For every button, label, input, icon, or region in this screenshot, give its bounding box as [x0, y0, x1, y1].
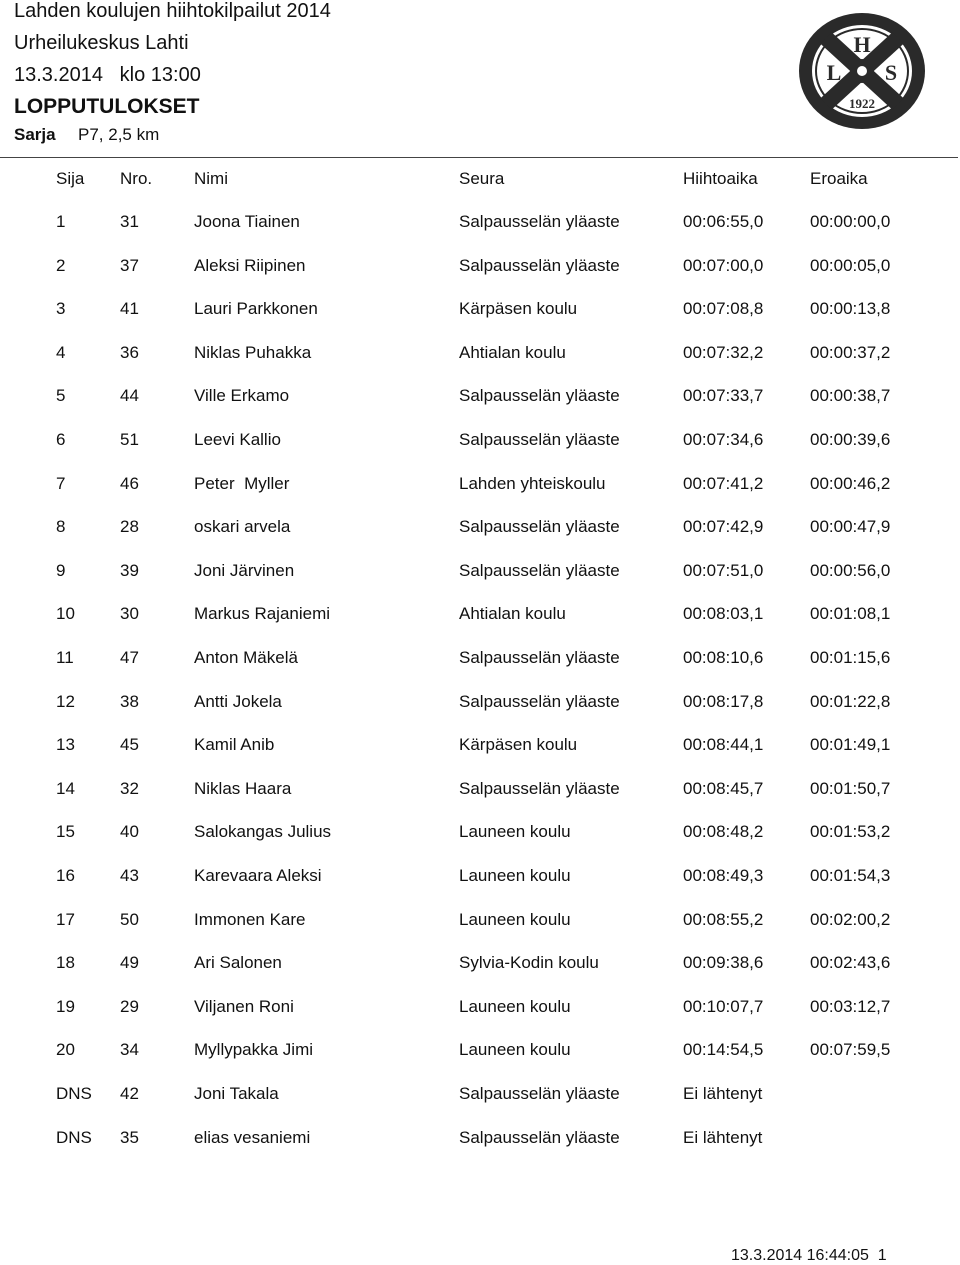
- skier-name: Joni Takala: [194, 1084, 279, 1103]
- bib-number: 49: [120, 953, 139, 972]
- bib-number: 39: [120, 561, 139, 580]
- skier-name: oskari arvela: [194, 517, 291, 536]
- club-name: Kärpäsen koulu: [459, 299, 578, 318]
- table-row: [0, 343, 960, 367]
- club-name: Salpausselän yläaste: [459, 430, 620, 449]
- time-difference: 00:00:39,6: [810, 430, 891, 449]
- table-row: [0, 256, 960, 280]
- bib-number: 45: [120, 735, 139, 754]
- club-name: Launeen koulu: [459, 910, 571, 929]
- result-place: DNS: [56, 1128, 92, 1147]
- column-header-sija: Sija: [56, 169, 85, 188]
- skier-name: Leevi Kallio: [194, 430, 281, 449]
- result-place: 17: [56, 910, 75, 929]
- result-place: 15: [56, 822, 75, 841]
- skier-name: Aleksi Riipinen: [194, 256, 306, 275]
- table-row: [0, 648, 960, 672]
- table-row: [0, 299, 960, 323]
- time-difference: 00:01:22,8: [810, 692, 891, 711]
- header-divider: [0, 157, 958, 158]
- ski-time: 00:08:48,2: [683, 822, 764, 841]
- skier-name: Salokangas Julius: [194, 822, 332, 841]
- ski-time: 00:06:55,0: [683, 212, 764, 231]
- logo-letter-l: L: [826, 60, 842, 85]
- column-header-nro: Nro.: [120, 169, 153, 188]
- ski-time: 00:08:49,3: [683, 866, 764, 885]
- result-place: 8: [56, 517, 66, 536]
- club-name: Salpausselän yläaste: [459, 561, 620, 580]
- time-difference: 00:01:53,2: [810, 822, 891, 841]
- result-place: 14: [56, 779, 75, 798]
- club-name: Salpausselän yläaste: [459, 256, 620, 275]
- time-difference: 00:07:59,5: [810, 1040, 891, 1059]
- ski-time: 00:07:34,6: [683, 430, 764, 449]
- result-place: 20: [56, 1040, 75, 1059]
- skier-name: Karevaara Aleksi: [194, 866, 322, 885]
- ski-time: 00:07:41,2: [683, 474, 764, 493]
- bib-number: 32: [120, 779, 139, 798]
- table-header-row: [0, 169, 960, 193]
- result-place: 19: [56, 997, 75, 1016]
- result-place: 11: [56, 648, 74, 667]
- skier-name: Ville Erkamo: [194, 386, 290, 405]
- table-row: [0, 910, 960, 934]
- result-place: 3: [56, 299, 66, 318]
- table-row: [0, 1128, 960, 1152]
- ski-time: 00:07:00,0: [683, 256, 764, 275]
- bib-number: 28: [120, 517, 139, 536]
- skier-name: elias vesaniemi: [194, 1128, 311, 1147]
- time-difference: 00:01:08,1: [810, 604, 891, 623]
- ski-time: 00:09:38,6: [683, 953, 764, 972]
- bib-number: 36: [120, 343, 139, 362]
- ski-time: 00:08:55,2: [683, 910, 764, 929]
- time-difference: 00:00:05,0: [810, 256, 891, 275]
- club-name: Salpausselän yläaste: [459, 648, 620, 667]
- time-difference: 00:00:38,7: [810, 386, 891, 405]
- table-row: [0, 1040, 960, 1064]
- result-place: 6: [56, 430, 66, 449]
- ski-time: 00:08:03,1: [683, 604, 764, 623]
- club-name: Sylvia-Kodin koulu: [459, 953, 599, 972]
- skier-name: Niklas Puhakka: [194, 343, 312, 362]
- table-row: [0, 822, 960, 846]
- time-difference: 00:01:49,1: [810, 735, 891, 754]
- print-timestamp: 13.3.2014 16:44:05: [731, 1247, 869, 1264]
- skier-name: Antti Jokela: [194, 692, 282, 711]
- table-row: [0, 561, 960, 585]
- bib-number: 34: [120, 1040, 139, 1059]
- ski-time: 00:07:33,7: [683, 386, 764, 405]
- club-name: Ahtialan koulu: [459, 604, 566, 623]
- time-difference: 00:01:15,6: [810, 648, 891, 667]
- club-name: Launeen koulu: [459, 822, 571, 841]
- club-name: Salpausselän yläaste: [459, 1128, 620, 1147]
- club-name: Salpausselän yläaste: [459, 1084, 620, 1103]
- club-name: Launeen koulu: [459, 1040, 571, 1059]
- table-row: [0, 866, 960, 890]
- table-row: [0, 735, 960, 759]
- bib-number: 38: [120, 692, 139, 711]
- table-row: [0, 604, 960, 628]
- bib-number: 43: [120, 866, 139, 885]
- skier-name: Immonen Kare: [194, 910, 306, 929]
- time-difference: 00:02:00,2: [810, 910, 891, 929]
- time-difference: 00:02:43,6: [810, 953, 891, 972]
- ski-time: 00:07:32,2: [683, 343, 764, 362]
- result-place: 13: [56, 735, 75, 754]
- ski-time: 00:08:44,1: [683, 735, 764, 754]
- series-label: Sarja: [14, 125, 56, 144]
- ski-time: 00:07:08,8: [683, 299, 764, 318]
- club-name: Launeen koulu: [459, 866, 571, 885]
- ski-time: 00:08:45,7: [683, 779, 764, 798]
- time-difference: 00:01:54,3: [810, 866, 891, 885]
- series-value: P7, 2,5 km: [78, 125, 160, 144]
- ski-time: 00:07:51,0: [683, 561, 764, 580]
- result-place: 5: [56, 386, 66, 405]
- club-name: Salpausselän yläaste: [459, 779, 620, 798]
- skier-name: Ari Salonen: [194, 953, 282, 972]
- club-name: Launeen koulu: [459, 997, 571, 1016]
- result-place: 16: [56, 866, 75, 885]
- skier-name: Myllypakka Jimi: [194, 1040, 314, 1059]
- venue: Urheilukeskus Lahti: [14, 32, 189, 54]
- bib-number: 40: [120, 822, 139, 841]
- bib-number: 44: [120, 386, 139, 405]
- column-header-eroaika: Eroaika: [810, 169, 868, 188]
- skier-name: Niklas Haara: [194, 779, 292, 798]
- table-row: [0, 953, 960, 977]
- table-row: [0, 474, 960, 498]
- table-row: [0, 779, 960, 803]
- result-place: 9: [56, 561, 66, 580]
- event-title: Lahden koulujen hiihtokilpailut 2014: [14, 0, 331, 22]
- page-number: 1: [877, 1247, 887, 1264]
- time-difference: 00:00:46,2: [810, 474, 891, 493]
- time-difference: 00:00:00,0: [810, 212, 891, 231]
- club-name: Salpausselän yläaste: [459, 386, 620, 405]
- ski-time: 00:08:10,6: [683, 648, 764, 667]
- club-name: Salpausselän yläaste: [459, 212, 620, 231]
- club-name: Salpausselän yläaste: [459, 692, 620, 711]
- bib-number: 50: [120, 910, 139, 929]
- ski-time: Ei lähtenyt: [683, 1084, 763, 1103]
- column-header-seura: Seura: [459, 169, 505, 188]
- time-difference: 00:03:12,7: [810, 997, 891, 1016]
- club-name: Salpausselän yläaste: [459, 517, 620, 536]
- event-datetime: 13.3.2014 klo 13:00: [14, 64, 201, 86]
- table-row: [0, 517, 960, 541]
- bib-number: 41: [120, 299, 139, 318]
- result-place: 10: [56, 604, 75, 623]
- skier-name: Joona Tiainen: [194, 212, 300, 231]
- logo-year: 1922: [849, 96, 875, 111]
- result-place: 7: [56, 474, 66, 493]
- skier-name: Viljanen Roni: [194, 997, 294, 1016]
- table-row: [0, 692, 960, 716]
- table-row: [0, 386, 960, 410]
- bib-number: 42: [120, 1084, 139, 1103]
- result-place: 12: [56, 692, 75, 711]
- logo-letter-s: S: [884, 60, 898, 85]
- bib-number: 51: [120, 430, 139, 449]
- ski-time: 00:14:54,5: [683, 1040, 764, 1059]
- skier-name: Kamil Anib: [194, 735, 275, 754]
- bib-number: 30: [120, 604, 139, 623]
- result-place: 4: [56, 343, 66, 362]
- ski-time: 00:10:07,7: [683, 997, 764, 1016]
- table-row: [0, 1084, 960, 1108]
- club-logo: [794, 8, 930, 134]
- page-footer: [731, 1247, 887, 1265]
- table-row: [0, 997, 960, 1021]
- club-name: Kärpäsen koulu: [459, 735, 578, 754]
- result-place: 18: [56, 953, 75, 972]
- table-row: [0, 212, 960, 236]
- column-header-hiihtoaika: Hiihtoaika: [683, 169, 758, 188]
- bib-number: 29: [120, 997, 139, 1016]
- ski-time: Ei lähtenyt: [683, 1128, 763, 1147]
- bib-number: 47: [120, 648, 139, 667]
- skier-name: Lauri Parkkonen: [194, 299, 318, 318]
- club-name: Lahden yhteiskoulu: [459, 474, 606, 493]
- logo-letter-h: H: [853, 32, 871, 57]
- skier-name: Anton Mäkelä: [194, 648, 298, 667]
- column-header-nimi: Nimi: [194, 169, 228, 188]
- bib-number: 31: [120, 212, 139, 231]
- result-place: 2: [56, 256, 66, 275]
- skier-name: Peter Myller: [194, 474, 290, 493]
- series-line: [14, 125, 159, 145]
- results-heading: LOPPUTULOKSET: [14, 95, 200, 118]
- bib-number: 37: [120, 256, 139, 275]
- result-place: 1: [56, 212, 66, 231]
- result-place: DNS: [56, 1084, 92, 1103]
- skier-name: Markus Rajaniemi: [194, 604, 331, 623]
- bib-number: 46: [120, 474, 139, 493]
- time-difference: 00:00:37,2: [810, 343, 891, 362]
- club-name: Ahtialan koulu: [459, 343, 566, 362]
- bib-number: 35: [120, 1128, 139, 1147]
- ski-time: 00:07:42,9: [683, 517, 764, 536]
- time-difference: 00:01:50,7: [810, 779, 891, 798]
- time-difference: 00:00:13,8: [810, 299, 891, 318]
- skier-name: Joni Järvinen: [194, 561, 295, 580]
- ski-time: 00:08:17,8: [683, 692, 764, 711]
- time-difference: 00:00:47,9: [810, 517, 891, 536]
- table-row: [0, 430, 960, 454]
- time-difference: 00:00:56,0: [810, 561, 891, 580]
